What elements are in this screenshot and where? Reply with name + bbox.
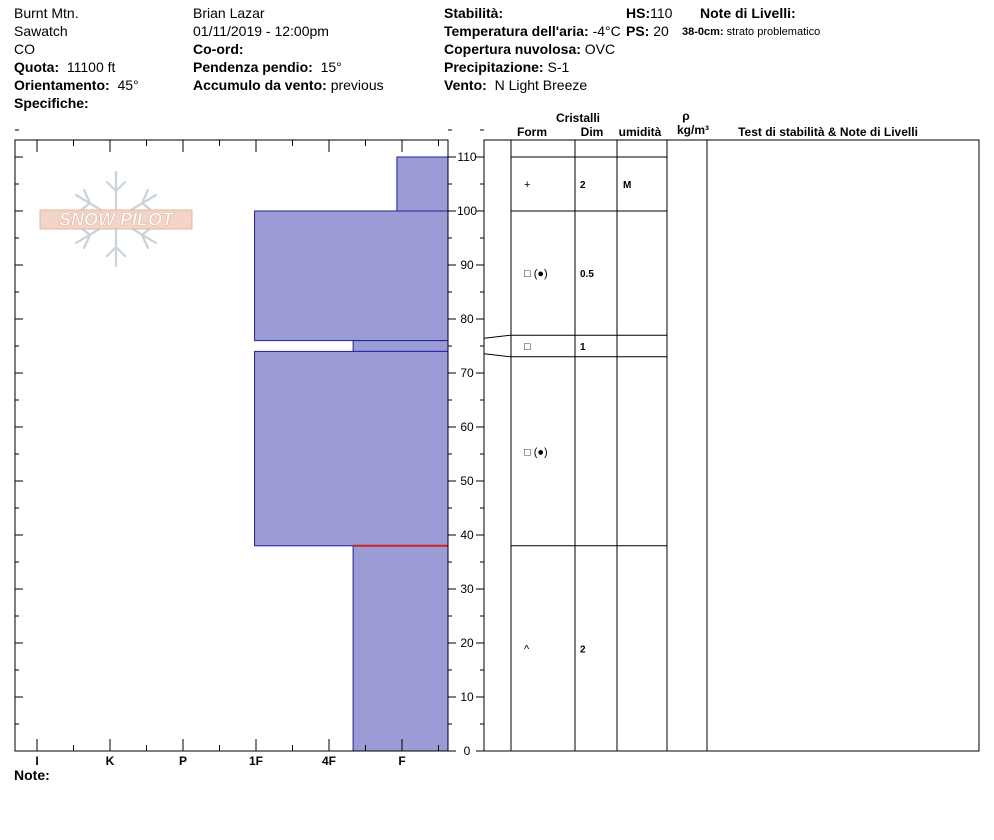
- coord-label: Co-ord:: [193, 41, 244, 57]
- hardness-bar-3: [255, 351, 448, 545]
- depth-tick-label: 40: [460, 528, 474, 542]
- date-time: 01/11/2019 - 12:00pm: [193, 23, 329, 39]
- layer-note-text: strato problematico: [726, 26, 821, 38]
- precip-label: Precipitazione:: [444, 59, 544, 75]
- depth-tick-label: 10: [460, 690, 474, 704]
- size-header: Dim: [580, 125, 604, 139]
- logo-text: SNOW PILOT: [59, 209, 173, 230]
- layer-connector-top: [484, 335, 511, 338]
- layer-table-frame: [484, 140, 979, 751]
- wind-label: Vento:: [444, 77, 487, 93]
- precip-value: S-1: [547, 59, 570, 75]
- air-temp-label: Temperatura dell'aria:: [444, 23, 589, 39]
- layer-connector-bottom: [484, 354, 511, 357]
- moisture-header: umidità: [618, 125, 662, 139]
- snowpilot-logo: [40, 172, 192, 266]
- air-temp-value: -4°C: [592, 23, 621, 39]
- slope-value: 15°: [320, 59, 342, 75]
- mountain-range: Sawatch: [14, 23, 68, 39]
- slope-label: Pendenza pendio:: [193, 59, 313, 75]
- grain-form: □ (●): [524, 446, 548, 459]
- location: Burnt Mtn.: [14, 5, 79, 21]
- depth-tick-label: 60: [460, 420, 474, 434]
- stability-label: Stabilità:: [444, 5, 504, 21]
- depth-tick-label: 0: [463, 744, 471, 758]
- grain-size: 2: [580, 180, 586, 191]
- hardness-bar-1: [255, 211, 448, 341]
- layer-note-range: 38-0cm:: [682, 26, 724, 38]
- rho-header: ρ: [682, 109, 690, 123]
- moisture: M: [623, 180, 632, 191]
- grain-form: □: [524, 341, 531, 353]
- hardness-tick-label: 1F: [248, 754, 264, 768]
- hardness-tick-label: I: [35, 754, 39, 768]
- notes-label: Note:: [14, 767, 50, 783]
- table-header: [517, 109, 918, 139]
- grain-form: ^: [524, 643, 530, 656]
- depth-tick-label: 80: [460, 312, 474, 326]
- hardness-bar-4: [353, 546, 448, 751]
- depth-tick-label: 30: [460, 582, 474, 596]
- hardness-tick-label: K: [105, 754, 115, 768]
- depth-tick-label: 90: [460, 258, 474, 272]
- stability-notes-header: Test di stabilità & Note di Livelli: [738, 125, 918, 139]
- cloud-label: Copertura nuvolosa:: [444, 41, 581, 57]
- ps-label: PS:: [626, 23, 650, 39]
- density-header: kg/m³: [676, 123, 710, 137]
- depth-tick-label: 100: [456, 204, 478, 218]
- hardness-tick-label: 4F: [321, 754, 337, 768]
- cloud-value: OVC: [584, 41, 616, 57]
- hardness-tick-label: F: [398, 754, 406, 768]
- wind-value: N Light Breeze: [494, 77, 588, 93]
- grain-form: +: [524, 179, 531, 191]
- ps-value: 20: [653, 23, 669, 39]
- grain-size: 0.5: [580, 269, 594, 281]
- layer-notes-label: Note di Livelli:: [700, 5, 796, 21]
- hardness-bar-2: [353, 341, 448, 352]
- elevation-value: 11100 ft: [66, 59, 116, 75]
- aspect-value: 45°: [117, 77, 139, 93]
- wind-loading-value: previous: [330, 77, 384, 93]
- specifics-label: Specifiche:: [14, 95, 89, 111]
- elevation-label: Quota:: [14, 59, 60, 75]
- aspect-label: Orientamento:: [14, 77, 110, 93]
- crystals-header: Cristalli: [555, 111, 601, 125]
- hardness-bars: [255, 157, 448, 751]
- observer: Brian Lazar: [193, 5, 265, 21]
- wind-loading-label: Accumulo da vento:: [193, 77, 327, 93]
- hs-value: 110: [650, 5, 673, 21]
- depth-tick-label: 20: [460, 636, 474, 650]
- hs-label: HS:: [626, 5, 651, 21]
- grain-form: □ (●): [524, 268, 548, 281]
- state: CO: [14, 41, 35, 57]
- grain-size: 1: [580, 342, 586, 353]
- depth-tick-label: 70: [460, 366, 474, 380]
- depth-tick-label: 50: [460, 474, 474, 488]
- hardness-tick-label: P: [178, 754, 188, 768]
- grain-size: 2: [580, 644, 586, 656]
- form-header: Form: [517, 125, 547, 139]
- depth-tick-label: 110: [457, 150, 477, 164]
- hardness-bar-0: [397, 157, 448, 211]
